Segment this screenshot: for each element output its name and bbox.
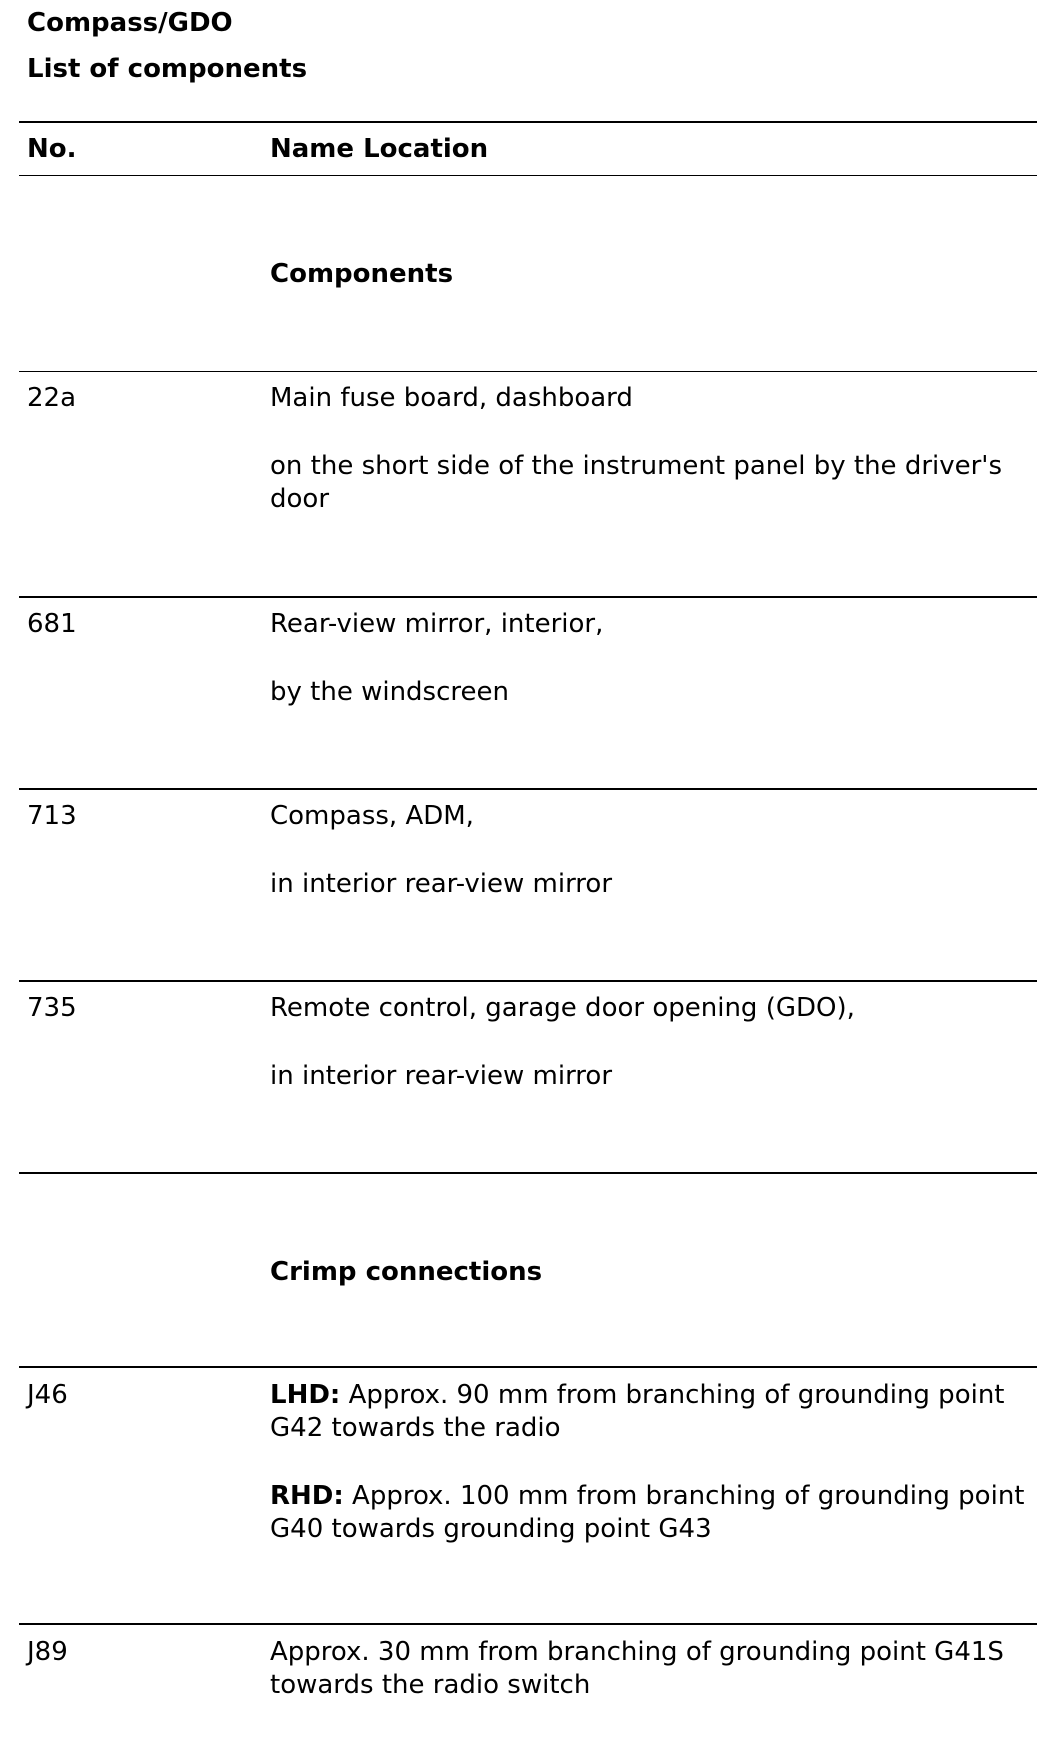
component-entry [270, 382, 1030, 516]
component-number: 735 [27, 993, 77, 1023]
component-name: Compass, ADM, [270, 801, 474, 831]
component-location: on the short side of the instrument panel by the driver's door [270, 451, 1002, 514]
component-number: 22a [27, 383, 77, 413]
crimp-connection-number: J46 [27, 1380, 68, 1410]
document-title: Compass/GDO [27, 8, 233, 38]
component-entry [270, 608, 1030, 709]
component-name: Remote control, garage door opening (GDO), [270, 993, 855, 1023]
section-heading-components: Components [270, 259, 454, 289]
component-number: 681 [27, 609, 77, 639]
lhd-location [270, 1379, 1030, 1445]
component-entry [270, 992, 1030, 1093]
component-entry [270, 800, 1030, 901]
row-divider [19, 1623, 1037, 1625]
rhd-label: RHD: [270, 1481, 344, 1511]
component-number: 713 [27, 801, 77, 831]
rhd-location [270, 1480, 1030, 1546]
crimp-connection-location: Approx. 30 mm from branching of grounding point G41S towards the radio switch [270, 1637, 1004, 1700]
row-divider [19, 788, 1037, 790]
component-location: by the windscreen [270, 677, 509, 707]
row-divider [19, 980, 1037, 982]
component-location: in interior rear-view mirror [270, 869, 613, 899]
header-rule [19, 175, 1037, 176]
crimp-connection-entry [270, 1379, 1030, 1546]
section-divider [19, 1172, 1037, 1174]
component-name: Main fuse board, dashboard [270, 383, 633, 413]
component-location: in interior rear-view mirror [270, 1061, 613, 1091]
document-subtitle: List of components [27, 54, 308, 84]
lhd-label: LHD: [270, 1380, 341, 1410]
column-header-no: No. [27, 134, 77, 164]
crimp-connection-number: J89 [27, 1637, 68, 1667]
component-name: Rear-view mirror, interior, [270, 609, 604, 639]
row-divider [19, 1366, 1037, 1368]
column-header-name-location: Name Location [270, 134, 489, 164]
table-top-rule [19, 121, 1037, 123]
row-divider [19, 371, 1037, 372]
row-divider [19, 596, 1037, 598]
rhd-text: Approx. 100 mm from branching of grounding point G40 towards grounding point G43 [270, 1481, 1025, 1544]
lhd-text: Approx. 90 mm from branching of grounding point G42 towards the radio [270, 1380, 1005, 1443]
section-heading-crimp-connections: Crimp connections [270, 1257, 543, 1287]
